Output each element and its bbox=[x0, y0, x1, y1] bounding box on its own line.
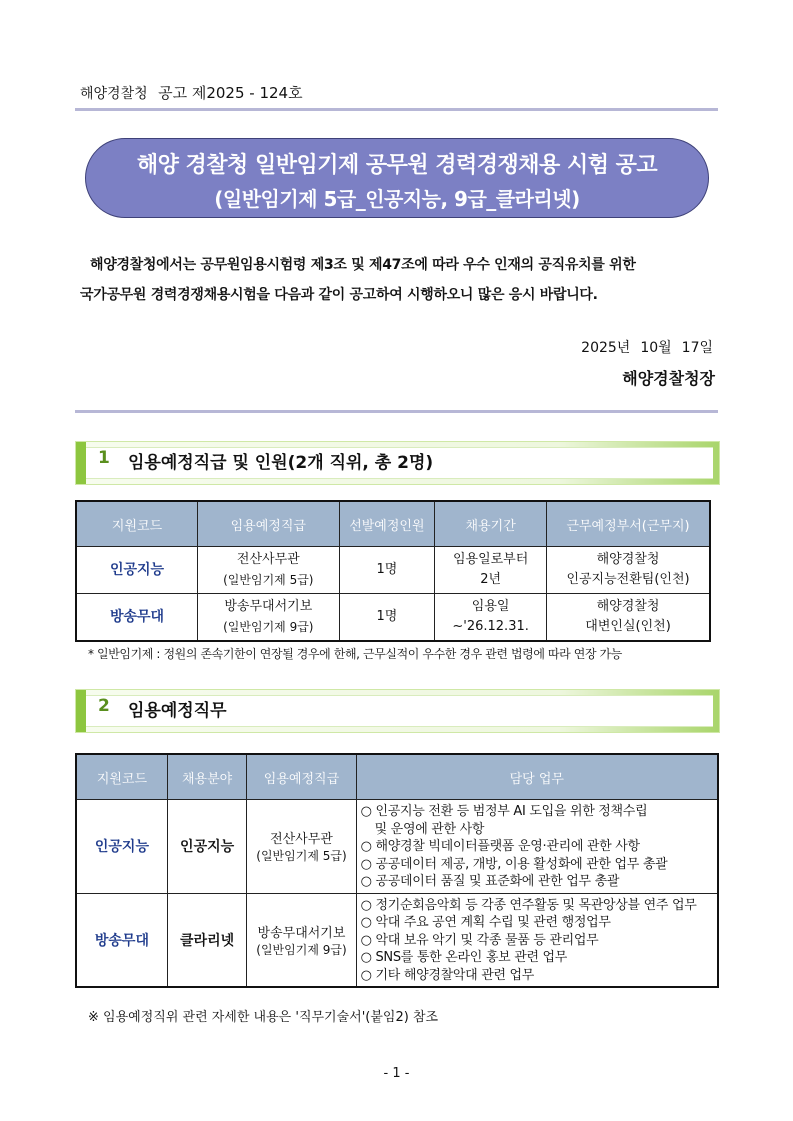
grade-cell bbox=[247, 893, 356, 987]
table-row bbox=[76, 800, 718, 894]
period-line: 2년 bbox=[480, 572, 502, 587]
code-cell: 인공지능 bbox=[76, 547, 198, 594]
col-header: 채용기간 bbox=[435, 501, 547, 547]
notice-number-line bbox=[80, 82, 303, 103]
section-2-note: ※ 임용예정직위 관련 자세한 내용은 '직무기술서'(붙임2) 참조 bbox=[88, 1010, 439, 1025]
period-line: 임용일로부터 bbox=[452, 552, 529, 567]
period-cell: 임용일~'26.12.31. bbox=[435, 594, 547, 642]
section-2-accent-bar bbox=[76, 690, 86, 732]
section-1-number: 1 bbox=[98, 448, 110, 468]
table-row bbox=[76, 893, 718, 987]
middle-divider bbox=[75, 410, 718, 413]
grade-cell bbox=[198, 547, 339, 594]
grade-sub: (일반임기제 9급) bbox=[256, 942, 347, 957]
section-2-number: 2 bbox=[98, 696, 110, 716]
grade-cell bbox=[247, 800, 356, 894]
announcement-date bbox=[581, 337, 713, 357]
grade-title: 방송무대서기보 bbox=[224, 599, 313, 614]
duty-item: ○ 인공지능 전환 등 범정부 AI 도입을 위한 정책수립 bbox=[360, 804, 648, 819]
duties-cell bbox=[356, 893, 718, 987]
dept-line: 해양경찰청 bbox=[596, 599, 660, 614]
title-line-1: 해양 경찰청 일반임기제 공무원 경력경쟁채용 시험 공고 bbox=[136, 153, 658, 178]
notice-number: 공고 제2025 - 124호 bbox=[158, 84, 303, 102]
intro-line-1: 해양경찰청에서는 공무원임용시험령 제3조 및 제47조에 따라 우수 인재의 공직유치를 위한 bbox=[90, 257, 636, 273]
section-1-header bbox=[75, 441, 720, 485]
grade-cell bbox=[198, 594, 339, 642]
count-cell: 1명 bbox=[339, 547, 435, 594]
duty-item: ○ 해양경찰 빅데이터플랫폼 운영·관리에 관한 사항 bbox=[360, 839, 640, 854]
date-year: 2025년 bbox=[581, 340, 631, 356]
col-header: 지원코드 bbox=[76, 501, 198, 547]
announcement-title-box bbox=[85, 138, 709, 218]
duty-item: ○ 정기순회음악회 등 각종 연주활동 및 목관앙상블 연주 업무 bbox=[360, 897, 697, 913]
duty-item: ○ SNS를 통한 온라인 홍보 관련 업무 bbox=[360, 950, 568, 965]
dept-line: 대변인실(인천) bbox=[585, 619, 671, 634]
code-cell: 방송무대 bbox=[76, 893, 167, 987]
section-2-header bbox=[75, 689, 720, 733]
grade-sub: (일반임기제 5급) bbox=[256, 849, 347, 864]
table-row bbox=[76, 594, 710, 642]
duty-item: 및 운영에 관한 사항 bbox=[374, 821, 485, 837]
intro-line-2: 국가공무원 경력경쟁채용시험을 다음과 같이 공고하여 시행하오니 많은 응시 바랍니다. bbox=[80, 287, 598, 303]
positions-table bbox=[75, 500, 711, 642]
field-cell: 인공지능 bbox=[167, 800, 246, 894]
table-header-row bbox=[76, 754, 718, 800]
col-header: 임용예정직급 bbox=[198, 501, 339, 547]
dept-cell bbox=[547, 594, 710, 642]
period-cell bbox=[435, 547, 547, 594]
dept-line: 인공지능전환팀(인천) bbox=[566, 572, 690, 587]
dept-cell bbox=[547, 547, 710, 594]
table-header-row bbox=[76, 501, 710, 547]
signer: 해양경찰청장 bbox=[622, 369, 715, 388]
agency-name: 해양경찰청 bbox=[80, 86, 148, 102]
duty-item: ○ 공공데이터 제공, 개방, 이용 활성화에 관한 업무 총괄 bbox=[360, 856, 668, 872]
col-header: 채용분야 bbox=[167, 754, 246, 800]
grade-title: 전산사무관 bbox=[270, 832, 333, 848]
table-row bbox=[76, 547, 710, 594]
duties-cell bbox=[356, 800, 718, 894]
intro-paragraph bbox=[80, 250, 720, 310]
section-1-accent-bar bbox=[76, 442, 86, 484]
col-header: 지원코드 bbox=[76, 754, 167, 800]
section-1-note: * 일반임기제 : 정원의 존속기한이 연장될 경우에 한해, 근무실적이 우수한 경우 관련 법령에 따라 연장 가능 bbox=[88, 647, 622, 661]
field-cell: 클라리넷 bbox=[167, 893, 246, 987]
code-cell: 인공지능 bbox=[76, 800, 167, 894]
col-header: 임용예정직급 bbox=[247, 754, 356, 800]
grade-title: 방송무대서기보 bbox=[257, 925, 346, 941]
duty-item: ○ 공공데이터 품질 및 표준화에 관한 업무 총괄 bbox=[360, 874, 620, 889]
section-2-title: 임용예정직무 bbox=[128, 701, 227, 721]
date-month: 10월 bbox=[640, 340, 672, 356]
dept-line: 해양경찰청 bbox=[596, 552, 660, 567]
date-day: 17일 bbox=[681, 340, 713, 356]
col-header: 선발예정인원 bbox=[339, 501, 435, 547]
col-header: 담당 업무 bbox=[356, 754, 718, 800]
page-number: - 1 - bbox=[383, 1066, 410, 1081]
col-header: 근무예정부서(근무지) bbox=[547, 501, 710, 547]
title-line-2: (일반임기제 5급_인공지능, 9급_클라리넷) bbox=[214, 187, 580, 211]
code-cell: 방송무대 bbox=[76, 594, 198, 642]
count-cell: 1명 bbox=[339, 594, 435, 642]
duty-item: ○ 악대 보유 악기 및 각종 물품 등 관리업무 bbox=[360, 932, 599, 948]
duty-item: ○ 기타 해양경찰악대 관련 업무 bbox=[360, 967, 535, 983]
grade-sub: (일반임기제 9급) bbox=[223, 620, 314, 634]
section-1-title: 임용예정직급 및 인원(2개 직위, 총 2명) bbox=[128, 453, 434, 473]
duty-item: ○ 악대 주요 공연 계획 수립 및 관련 행정업무 bbox=[360, 915, 611, 930]
grade-sub: (일반임기제 5급) bbox=[223, 573, 314, 587]
grade-title: 전산사무관 bbox=[236, 552, 300, 567]
top-divider bbox=[75, 108, 718, 111]
duties-table bbox=[75, 753, 719, 988]
